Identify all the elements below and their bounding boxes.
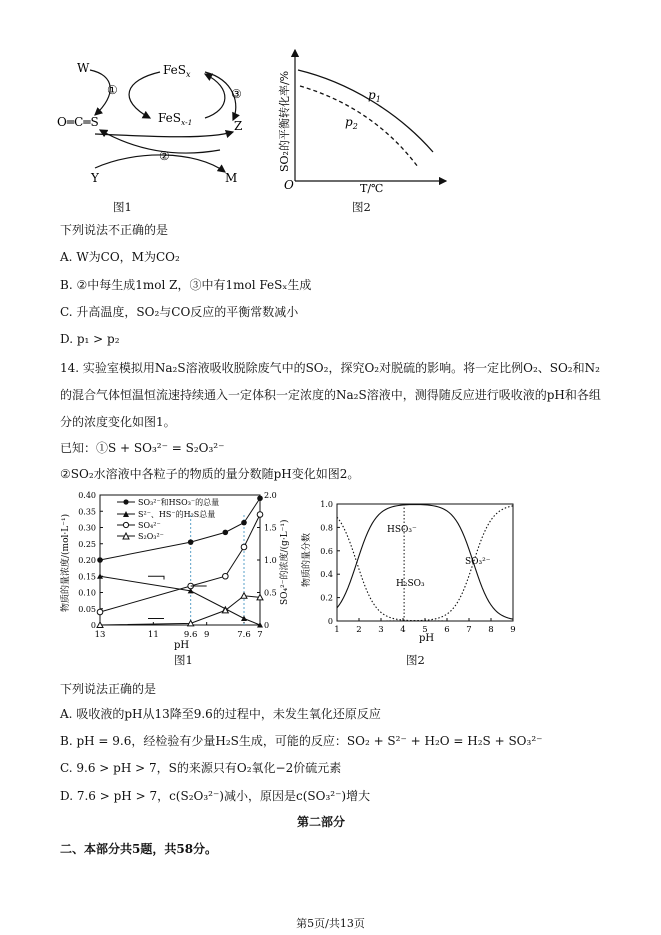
legend-sulfide: S²⁻、HS⁻的H₂S总量 [138,510,216,519]
x-tick-label: 7 [466,625,472,635]
data-point [241,616,247,622]
top-fig2-caption: 图2 [352,200,371,214]
curve-p1 [298,70,433,152]
label-step-1: ① [107,83,118,97]
q13-option-d: D. p₁ > p₂ [60,332,120,346]
label-Z: Z [234,119,243,133]
y-right-tick-label: 0.5 [264,588,277,598]
y-left-tick-label: 0 [90,621,96,630]
data-point [223,530,229,536]
x-tick-label: 9 [203,630,210,640]
q13-option-a: A. W为CO，M为CO₂ [60,250,180,264]
q13-option-b: B. ②中每生成1mol Z，③中有1mol FeSₓ生成 [60,278,312,292]
y-left-tick-label: 0.30 [78,523,96,533]
y-tick-label: 0.2 [320,593,333,603]
series-h2so3 [337,517,513,621]
q14-line3: 分的浓度变化如图1。 [60,415,176,429]
x-tick-label: 1 [334,625,340,635]
label-so3: SO₃²⁻ [465,557,491,567]
chart1-ylabel-left: 物质的量浓度/(mol·L⁻¹) [61,513,71,612]
q14-stem: 下列说法正确的是 [60,682,157,696]
q14-known2: ②SO₂水溶液中各粒子的物质的量分数随pH变化如图2。 [60,467,360,481]
q14-option-b: B. pH = 9.6，经检验有少量H₂S生成，可能的反应：SO₂ + S²⁻ + H₂O = H₂S + SO₃²⁻ [60,734,543,748]
series-line [100,596,260,625]
page-footer: 第5页/共13页 [296,917,365,930]
q14-option-c: C. 9.6 > pH > 7，S的来源只有O₂氧化−2价硫元素 [60,761,342,775]
y-left-tick-label: 0.15 [78,572,96,582]
series-line [100,498,260,560]
series-line [100,576,260,625]
x-tick-label: 9.6 [183,630,198,640]
y-tick-label: 1.0 [320,500,333,509]
label-OCS: O═C═S [57,115,99,129]
label-p2: $p_2$ [345,115,358,131]
y-right-tick-label: 1.0 [264,556,277,565]
y-left-tick-label: 0.35 [78,507,96,517]
label-step-3: ③ [231,87,242,101]
label-hso3: HSO₃⁻ [387,525,417,535]
x-tick-label: 7.6 [237,630,251,640]
data-point [257,495,263,501]
chart2-ylabel: 物质的量分数 [302,532,312,587]
label-FeSx-1: FeS$_{x-1}$ [158,111,193,127]
x-tick-label: 4 [400,625,406,635]
x-tick-label: 7 [257,630,263,640]
y-right-tick-label: 0 [264,621,270,630]
part2-heading: 二、本部分共5题，共58分。 [60,842,218,856]
y-tick-label: 0.6 [320,546,333,556]
part2-title: 第二部分 [297,815,346,829]
x-tick-label: 6 [444,625,450,635]
x-tick-label: 13 [94,630,106,640]
x-tick-label: 5 [422,625,428,635]
curve-p2 [300,86,418,167]
y-tick-label: 0.4 [320,570,333,580]
label-M: M [225,171,238,185]
q14-option-a: A. 吸收液的pH从13降至9.6的过程中，未发生氧化还原反应 [60,707,381,721]
label-W: W [77,61,90,75]
x-axis-label: T/℃ [360,182,384,194]
chart1-ylabel-right: SO₄²⁻的浓度/(g·L⁻¹) [280,519,290,605]
chart1-caption: 图1 [174,653,193,667]
chart1-xlabel: pH [174,640,190,651]
x-tick-label: 2 [356,625,362,635]
y-right-tick-label: 2.0 [264,491,277,500]
x-tick-label: 8 [488,625,494,635]
q13-option-c: C. 升高温度，SO₂与CO反应的平衡常数减小 [60,305,299,319]
reaction-cycle-figure [55,50,260,210]
q14-line1: 14. 实验室模拟用Na₂S溶液吸收脱除废气中的SO₂，探究O₂对脱硫的影响。将一定比例O₂、SO₂和N₂ [60,361,600,375]
y-axis-label: SO₂的平衡转化率/% [278,70,291,172]
x-tick-label: 9 [510,625,516,635]
data-point [97,609,103,615]
label-h2so3: H₂SO₃ [396,579,425,589]
y-left-tick-label: 0.25 [78,539,96,549]
top-fig1-caption: 图1 [113,200,132,214]
label-origin: O [284,178,294,192]
label-p1: $p_1$ [368,88,381,104]
chart2-xlabel: pH [419,633,435,644]
data-point [241,520,247,526]
q14-option-d: D. 7.6 > pH > 7，c(S₂O₃²⁻)减小，原因是c(SO₃²⁻)增大 [60,789,371,803]
label-FeSx: FeS$_x$ [163,63,191,79]
q13-stem: 下列说法不正确的是 [60,223,169,237]
data-point [241,544,247,550]
data-point [223,573,229,579]
y-tick-label: 0 [327,617,333,626]
y-left-tick-label: 0.10 [78,588,96,598]
data-point [257,512,263,518]
conversion-chart [268,42,453,194]
legend-s2o3: S₂O₃²⁻ [138,532,164,541]
legend-so3-hso3: SO₃²⁻和HSO₃⁻的总量 [138,498,220,507]
axis-indicator-arrow [148,576,164,579]
chart2-caption: 图2 [406,653,425,667]
y-left-tick-label: 0.05 [78,604,96,614]
y-left-tick-label: 0.20 [78,556,96,565]
data-point [188,539,194,545]
y-left-tick-label: 0.40 [78,491,96,500]
y-tick-label: 0.8 [320,523,333,533]
ph-concentration-chart [55,487,295,662]
y-right-tick-label: 1.5 [264,523,277,533]
x-tick-label: 3 [378,625,384,635]
x-tick-label: 11 [147,630,159,640]
speciation-chart [295,492,525,657]
legend-so4: SO₄²⁻ [138,521,161,530]
q14-known1: 已知：①S + SO₃²⁻ = S₂O₃²⁻ [60,441,225,455]
label-Y: Y [91,171,99,185]
chart1-legend [117,497,219,541]
label-step-2: ② [159,149,170,163]
series-line [100,515,260,613]
q14-line2: 的混合气体恒温恒流速持续通入一定体积一定浓度的Na₂S溶液中，测得随反应进行吸收液的pH和各组 [60,388,601,402]
data-point [97,557,103,563]
